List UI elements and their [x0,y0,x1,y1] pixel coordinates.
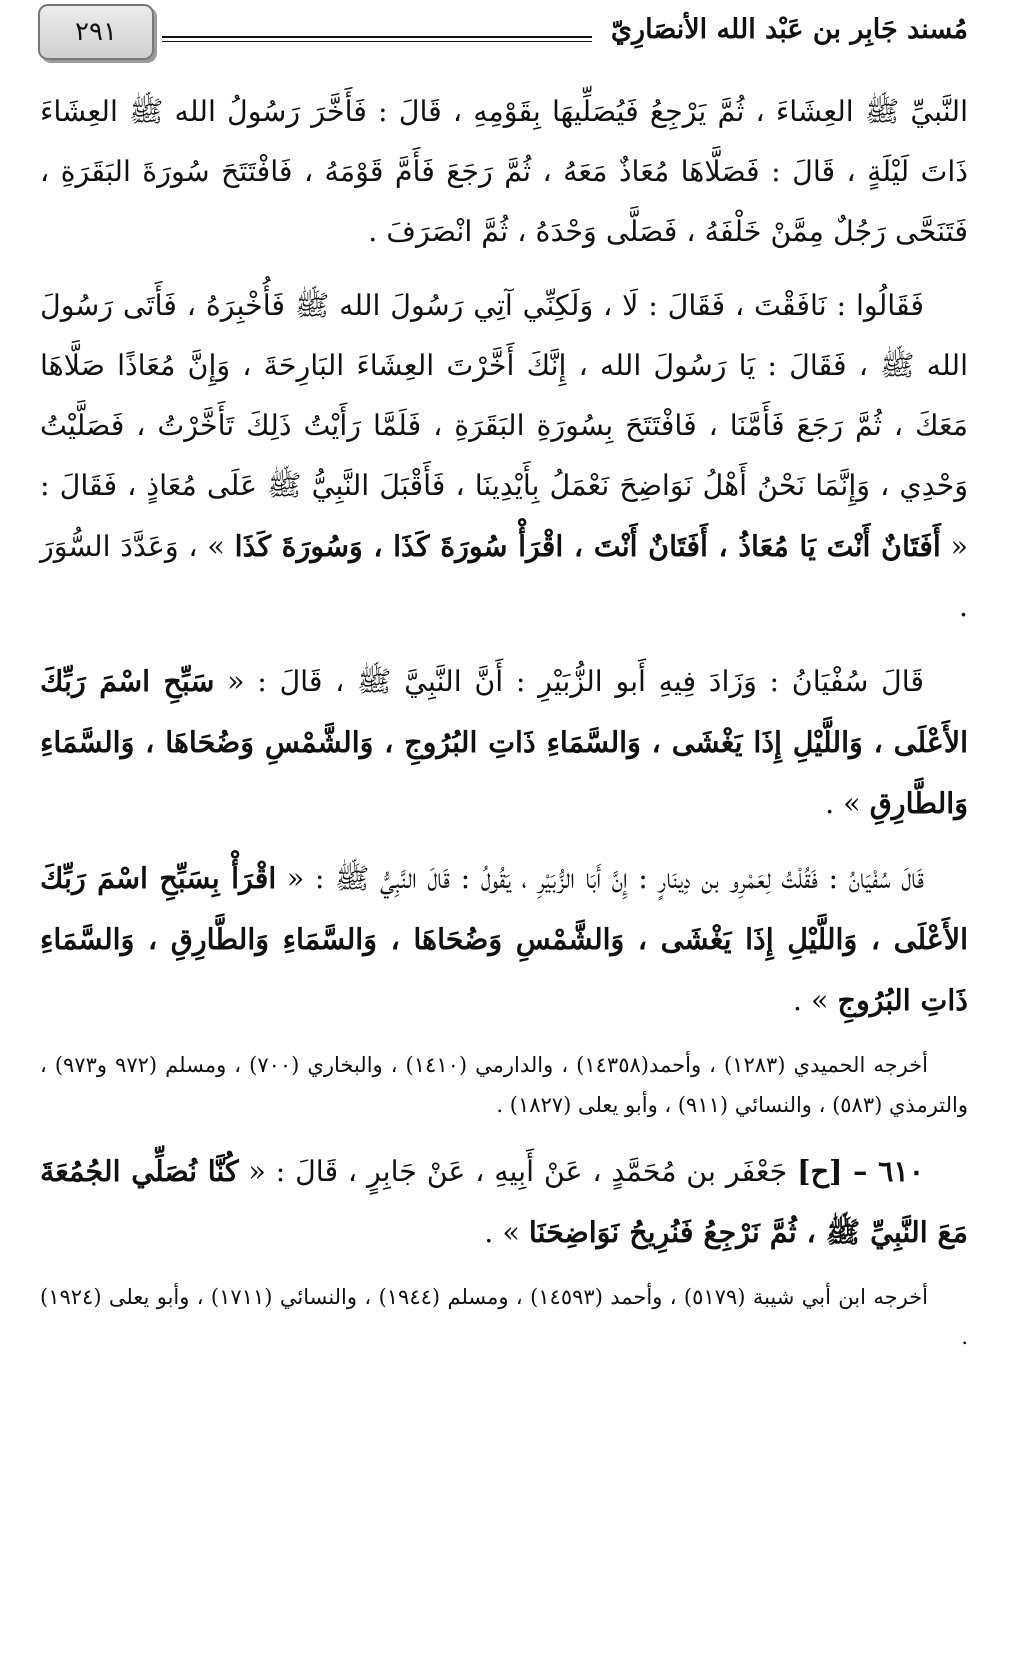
hadith-610-text: جَعْفَر بن مُحَمَّدٍ ، عَنْ أَبِيهِ ، عَنْ جَابِرٍ ، قَالَ : « [248,1155,788,1188]
page-number [38,4,154,60]
paragraph-4-quote: اقْرَأْ بِسَبِّحِ اسْمَ رَبِّكَ الأَعْلَى ، وَاللَّيْلِ إِذَا يَغْشَى ، وَالشَّمْسِ وَضُحَاهَا ، وَالسَّمَاءِ وَالطَّارِقِ ، وَالسَّمَاءِ ذَاتِ البُرُوجِ [40,861,968,1017]
paragraph-3 [40,651,968,834]
paragraph-2-quote: أَفَتَانٌ أَنْتَ يَا مُعَاذُ ، أَفَتَانٌ أَنْتَ ، اقْرَأْ سُورَةَ كَذَا ، وَسُورَةَ كَذَا [234,529,941,563]
paragraph-2-text: فَقَالُوا : نَافَقْتَ ، فَقَالَ : لَا ، وَلَكِنِّي آتِي رَسُولَ الله ﷺ فَأُخْبِرَهُ ، فَأَتَى رَسُولَ الله ﷺ ، فَقَالَ : يَا رَسُولَ الله ، إِنَّكَ أَخَّرْتَ العِشَاءَ البَارِحَةَ ، وَإِنَّ مُعَاذًا صَلَّاهَا مَعَكَ ، ثُمَّ رَجَعَ فَأَمَّنَا ، فَافْتَتَحَ بِسُورَةِ البَقَرَةِ ، فَلَمَّا رَأَيْتُ ذَلِكَ تَأَخَّرْتُ ، فَصَلَّيْتُ وَحْدِي ، وَإِنَّمَا نَحْنُ أَهْلُ نَوَاضِحَ نَعْمَلُ بِأَيْدِينَا ، فَأَقْبَلَ النَّبِيُّ ﷺ عَلَى مُعَاذٍ ، فَقَالَ : « [40,289,969,563]
page-body [40,82,968,1373]
paragraph-3-quote: سَبِّحِ اسْمَ رَبِّكَ الأَعْلَى ، وَاللَّيْلِ إِذَا يَغْشَى ، وَالسَّمَاءِ ذَاتِ البُرُوجِ ، وَالشَّمْسِ وَضُحَاهَا ، وَالسَّمَاءِ وَالطَّارِقِ [40,664,968,820]
paragraph-3-end: » . [825,787,861,820]
hadith-610 [40,1141,968,1263]
paragraph-1 [40,82,968,262]
hadith-610-number: ٦١٠ – [ح] [797,1154,925,1188]
running-title: مُسند جَابِر بن عَبْد الله الأنصَارِيّ [610,14,968,45]
hadith-610-quote: كُنَّا نُصَلِّي الجُمُعَةَ مَعَ النَّبِيِّ ﷺ ، ثُمَّ نَرْجِعُ فَنُرِيحُ نَوَاضِحَنَا [40,1154,968,1249]
header-rule [162,36,592,42]
hadith-610-end: » . [484,1216,520,1249]
paragraph-4 [40,848,968,1031]
page-number-text: ٢٩١ [75,17,117,47]
paragraph-2 [40,276,968,637]
paragraph-4-end: » . [792,984,829,1017]
paragraph-4-text: قَالَ سُفْيَانُ : فَقُلْتُ لِعَمْرِو بن دِينَارٍ : إِنَّ أَبَا الزُّبَيْرِ ، يَقُولُ : قَالَ النَّبِيُّ ﷺ : « [286,862,925,895]
paragraph-1-text: النَّبيِّ ﷺ العِشَاءَ ، ثُمَّ يَرْجِعُ فَيُصَلِّيهَا بِقَوْمِهِ ، قَالَ : فَأَخَّرَ رَسُولُ الله ﷺ العِشَاءَ ذَاتَ لَيْلَةٍ ، قَالَ : فَصَلَّاهَا مُعَاذٌ مَعَهُ ، ثُمَّ رَجَعَ فَأَمَّ قَوْمَهُ ، فَافْتَتَحَ سُورَةَ البَقَرَةِ ، فَتَنَحَّى رَجُلٌ مِمَّنْ خَلْفَهُ ، فَصَلَّى وَحْدَهُ ، ثُمَّ انْصَرَفَ . [40,95,968,248]
paragraph-2-end: » ، وَعَدَّدَ السُّوَرَ . [40,530,968,623]
paragraph-3-text: قَالَ سُفْيَانُ : وَزَادَ فِيهِ أَبو الزُّبَيْرِ : أَنَّ النَّبِيَّ ﷺ ، قَالَ : « [227,665,925,698]
footnote-takhrij-610: أخرجه ابن أبي شيبة (٥١٧٩) ، وأحمد (١٤٥٩٣) ، ومسلم (١٩٤٤) ، والنسائي (١٧١١) ، وأبو يعلى (١٩٢٤) . [40,1285,968,1349]
footnote-takhrij-609: أخرجه الحميدي (١٢٨٣) ، وأحمد(١٤٣٥٨) ، والدارمي (١٤١٠) ، والبخاري (٧٠٠) ، ومسلم (٩٧٢ و٩٧٣) ، والترمذي (٥٨٣) ، والنسائي (٩١١) ، وأبو يعلى (١٨٢٧) . [40,1053,968,1117]
